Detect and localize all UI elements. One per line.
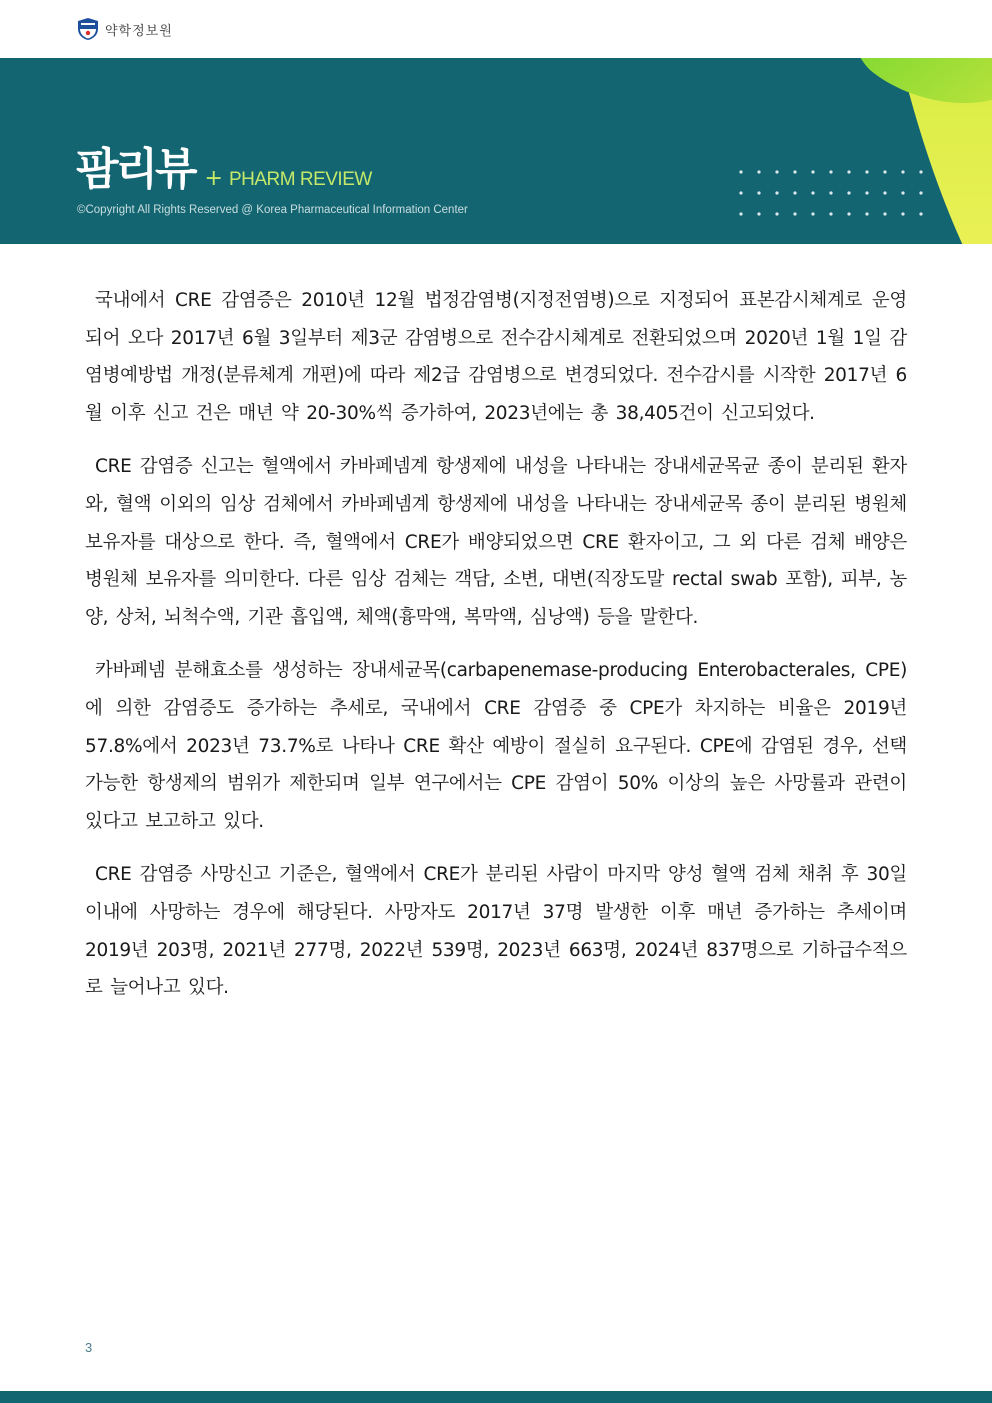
- top-bar: [0, 0, 992, 58]
- org-name: 약학정보원: [105, 23, 173, 39]
- shield-logo-icon: [77, 17, 99, 41]
- org-logo[interactable]: [77, 17, 173, 41]
- page-number: 3: [85, 1340, 93, 1355]
- banner-title-group: [76, 144, 372, 195]
- paragraph-cre-reporting: CRE 감염증 신고는 혈액에서 카바페넴계 항생제에 내성을 나타내는 장내세균목균 종이 분리된 환자와, 혈액 이외의 임상 검체에서 카바페넴계 항생제에 내성을 나타내는 장내세균목 종이 분리된 병원체 보유자를 대상으로 한다. 즉, 혈액에서 CRE가 배양되었으면 CRE 환자이고, 그 외 다른 검체 배양은 병원체 보유자를 의미한다. 다른 임상 검체는 객담, 소변, 대변(직장도말 rectal swab 포함), 피부, 농양, 상처, 뇌척수액, 기관 흡입액, 체액(흉막액, 복막액, 심낭액) 등을 말한다.: [85, 456, 907, 628]
- footer-bar: [0, 1391, 992, 1403]
- paragraph-mortality: CRE 감염증 사망신고 기준은, 혈액에서 CRE가 분리된 사람이 마지막 양성 혈액 검체 채취 후 30일 이내에 사망하는 경우에 해당된다. 사망자도 2017년 37명 발생한 이후 매년 증가하는 추세이며 2019년 203명, 2021년 277명, 2022년 539명, 2023년 663명, 2024년 837명으로 기하급수적으로 늘어나고 있다.: [85, 864, 907, 999]
- paragraph-cpe: 카바페넴 분해효소를 생성하는 장내세균목(carbapenemase-producing Enterobacterales, CPE)에 의한 감염증도 증가하는 추세로, 국내에서 CRE 감염증 중 CPE가 차지하는 비율은 2019년 57.8%에서 2023년 73.7%로 나타나 CRE 확산 예방이 절실히 요구된다. CPE에 감염된 경우, 선택 가능한 항생제의 범위가 제한되며 일부 연구에서는 CPE 감염이 50% 이상의 높은 사망률과 관련이 있다고 보고하고 있다.: [85, 660, 907, 832]
- article-body: [85, 282, 907, 1023]
- dot-pattern-icon: [738, 168, 938, 222]
- page-subtitle: PHARM REVIEW: [228, 169, 372, 190]
- header-banner: [0, 58, 992, 244]
- title-plus-sign: +: [204, 166, 223, 191]
- page-title: 팜리뷰: [76, 144, 195, 195]
- copyright-notice: ©Copyright All Rights Reserved @ Korea Pharmaceutical Information Center: [77, 204, 468, 216]
- paragraph-cre-surveillance: 국내에서 CRE 감염증은 2010년 12월 법정감염병(지정전염병)으로 지정되어 표본감시체계로 운영되어 오다 2017년 6월 3일부터 제3군 감염병으로 전수감시체계로 전환되었으며 2020년 1월 1일 감염병예방법 개정(분류체계 개편)에 따라 제2급 감염병으로 변경되었다. 전수감시를 시작한 2017년 6월 이후 신고 건은 매년 약 20-30%씩 증가하여, 2023년에는 총 38,405건이 신고되었다.: [85, 290, 907, 424]
